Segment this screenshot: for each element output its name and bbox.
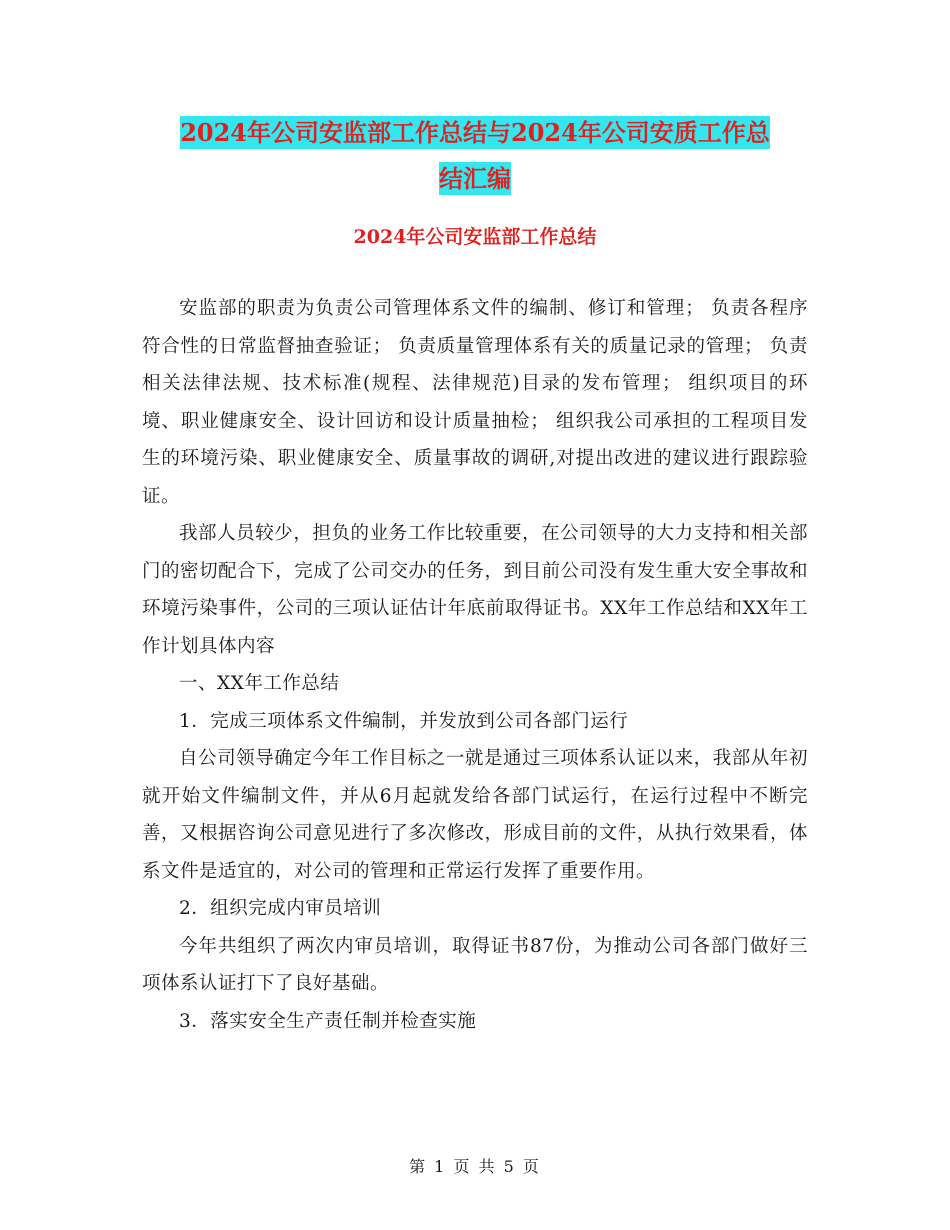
page-number-footer: 第 1 页 共 5 页 (409, 1157, 541, 1176)
document-body (142, 290, 808, 1040)
document-title (140, 110, 810, 202)
paragraph: 今年共组织了两次内审员培训，取得证书87份，为推动公司各部门做好三项体系认证打下了良好基础。 (142, 935, 808, 994)
paragraph: 3．落实安全生产责任制并检查实施 (179, 1010, 477, 1032)
paragraph: 1．完成三项体系文件编制，并发放到公司各部门运行 (179, 710, 629, 732)
paragraph: 2．组织完成内审员培训 (179, 898, 382, 919)
title-line-1: 2024年公司安监部工作总结与2024年公司安质工作总 (180, 118, 770, 147)
paragraph: 自公司领导确定今年工作目标之一就是通过三项体系认证以来，我部从年初就开始文件编制文件，并从6月起就发给各部门试运行，在运行过程中不断完善，又根据咨询公司意见进行了多次修改，形成目前的文件，从执行效果看，体系文件是适宜的，对公司的管理和正常运行发挥了重要作用。 (142, 748, 808, 882)
paragraph: 安监部的职责为负责公司管理体系文件的编制、修订和管理； 负责各程序符合性的日常监督抽查验证； 负责质量管理体系有关的质量记录的管理； 负责相关法律法规、技术标准(规程、法律规范)目录的发布管理； 组织项目的环境、职业健康安全、设计回访和设计质量抽检； 组织我公司承担的工程项目发生的环境污染、职业健康安全、质量事故的调研,对提出改进的建议进行跟踪验证。 (142, 298, 808, 507)
section-title: 2024年公司安监部工作总结 (353, 226, 597, 248)
title-line-2: 结汇编 (439, 164, 511, 193)
paragraph: 我部人员较少，担负的业务工作比较重要，在公司领导的大力支持和相关部门的密切配合下，完成了公司交办的任务，到目前公司没有发生重大安全事故和环境污染事件，公司的三项认证估计年底前取得证书。XX年工作总结和XX年工作计划具体内容 (142, 523, 808, 657)
paragraph: 一、XX年工作总结 (179, 673, 340, 694)
